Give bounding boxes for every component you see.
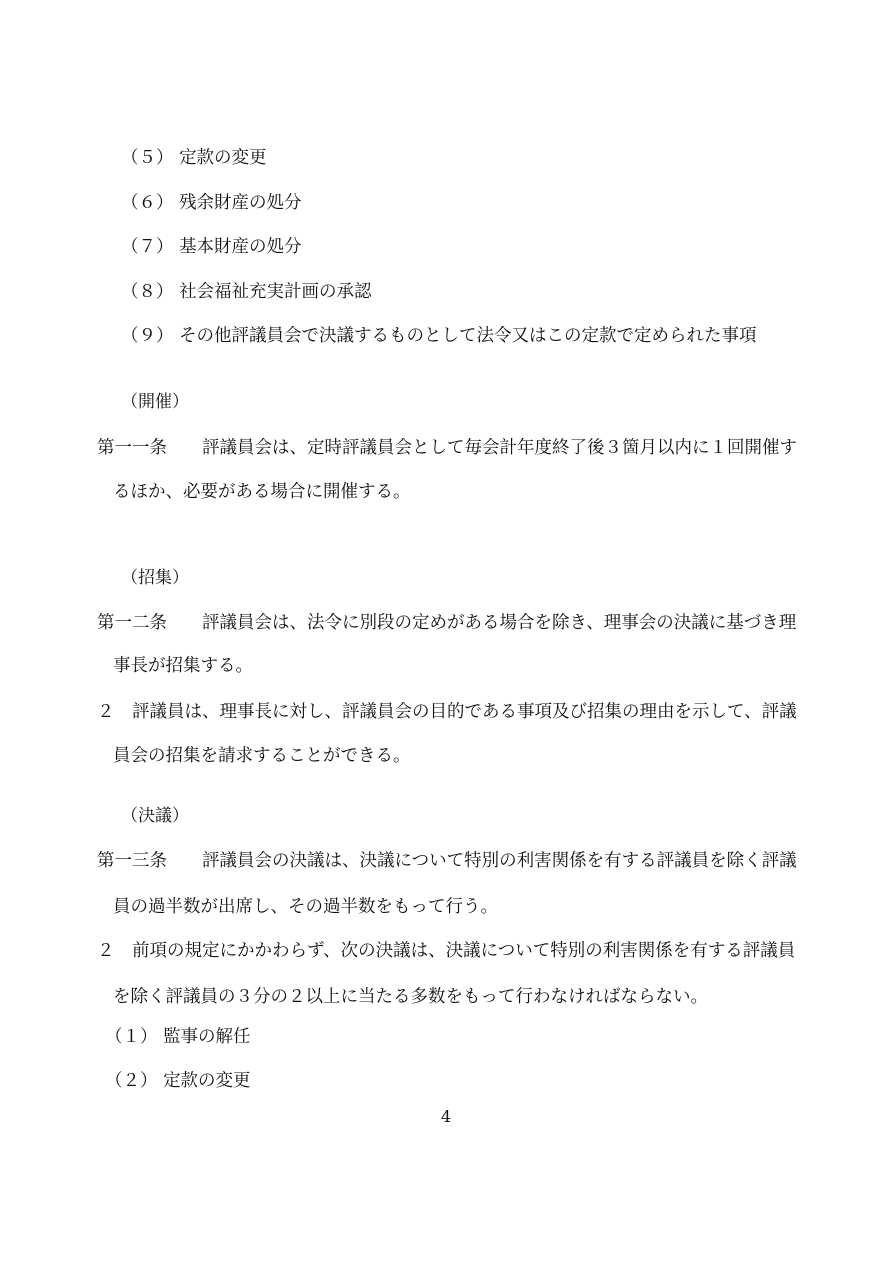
article-12-para-2-line-1: ２ 評議員は、理事長に対し、評議員会の目的である事項及び招集の理由を示して、評議 <box>97 702 797 722</box>
article-13-line-1: 第一三条 評議員会の決議は、決議について特別の利害関係を有する評議員を除く評議 <box>97 851 797 871</box>
article-11-line-2: るほか、必要がある場合に開催する。 <box>113 482 411 502</box>
list-item-1: （１） 監事の解任 <box>105 1027 251 1047</box>
section-heading-kaisai: （開催） <box>121 392 189 412</box>
list-item-9: （９） その他評議員会で決議するものとして法令又はこの定款で定められた事項 <box>121 326 757 346</box>
list-item-7: （７） 基本財産の処分 <box>121 237 302 257</box>
article-12-para-2-line-2: 員会の招集を請求することができる。 <box>113 746 411 766</box>
article-13-para-2-line-2: を除く評議員の３分の２以上に当たる多数をもって行わなければならない。 <box>113 987 708 1007</box>
article-11-line-1: 第一一条 評議員会は、定時評議員会として毎会計年度終了後３箇月以内に１回開催す <box>97 438 797 458</box>
list-item-5: （５） 定款の変更 <box>121 148 267 168</box>
list-item-6: （６） 残余財産の処分 <box>121 193 302 213</box>
article-13-line-2: 員の過半数が出席し、その過半数をもって行う。 <box>113 897 498 917</box>
section-heading-ketsugi: （決議） <box>121 806 189 826</box>
article-13-para-2-line-1: ２ 前項の規定にかかわらず、次の決議は、決議について特別の利害関係を有する評議員 <box>97 941 796 961</box>
article-12-line-2: 事長が招集する。 <box>113 656 253 676</box>
page-number: 4 <box>441 1107 452 1126</box>
list-item-2: （２） 定款の変更 <box>105 1071 251 1091</box>
section-heading-shoshu: （招集） <box>121 568 189 588</box>
list-item-8: （８） 社会福祉充実計画の承認 <box>121 282 372 302</box>
article-12-line-1: 第一二条 評議員会は、法令に別段の定めがある場合を除き、理事会の決議に基づき理 <box>97 613 797 633</box>
